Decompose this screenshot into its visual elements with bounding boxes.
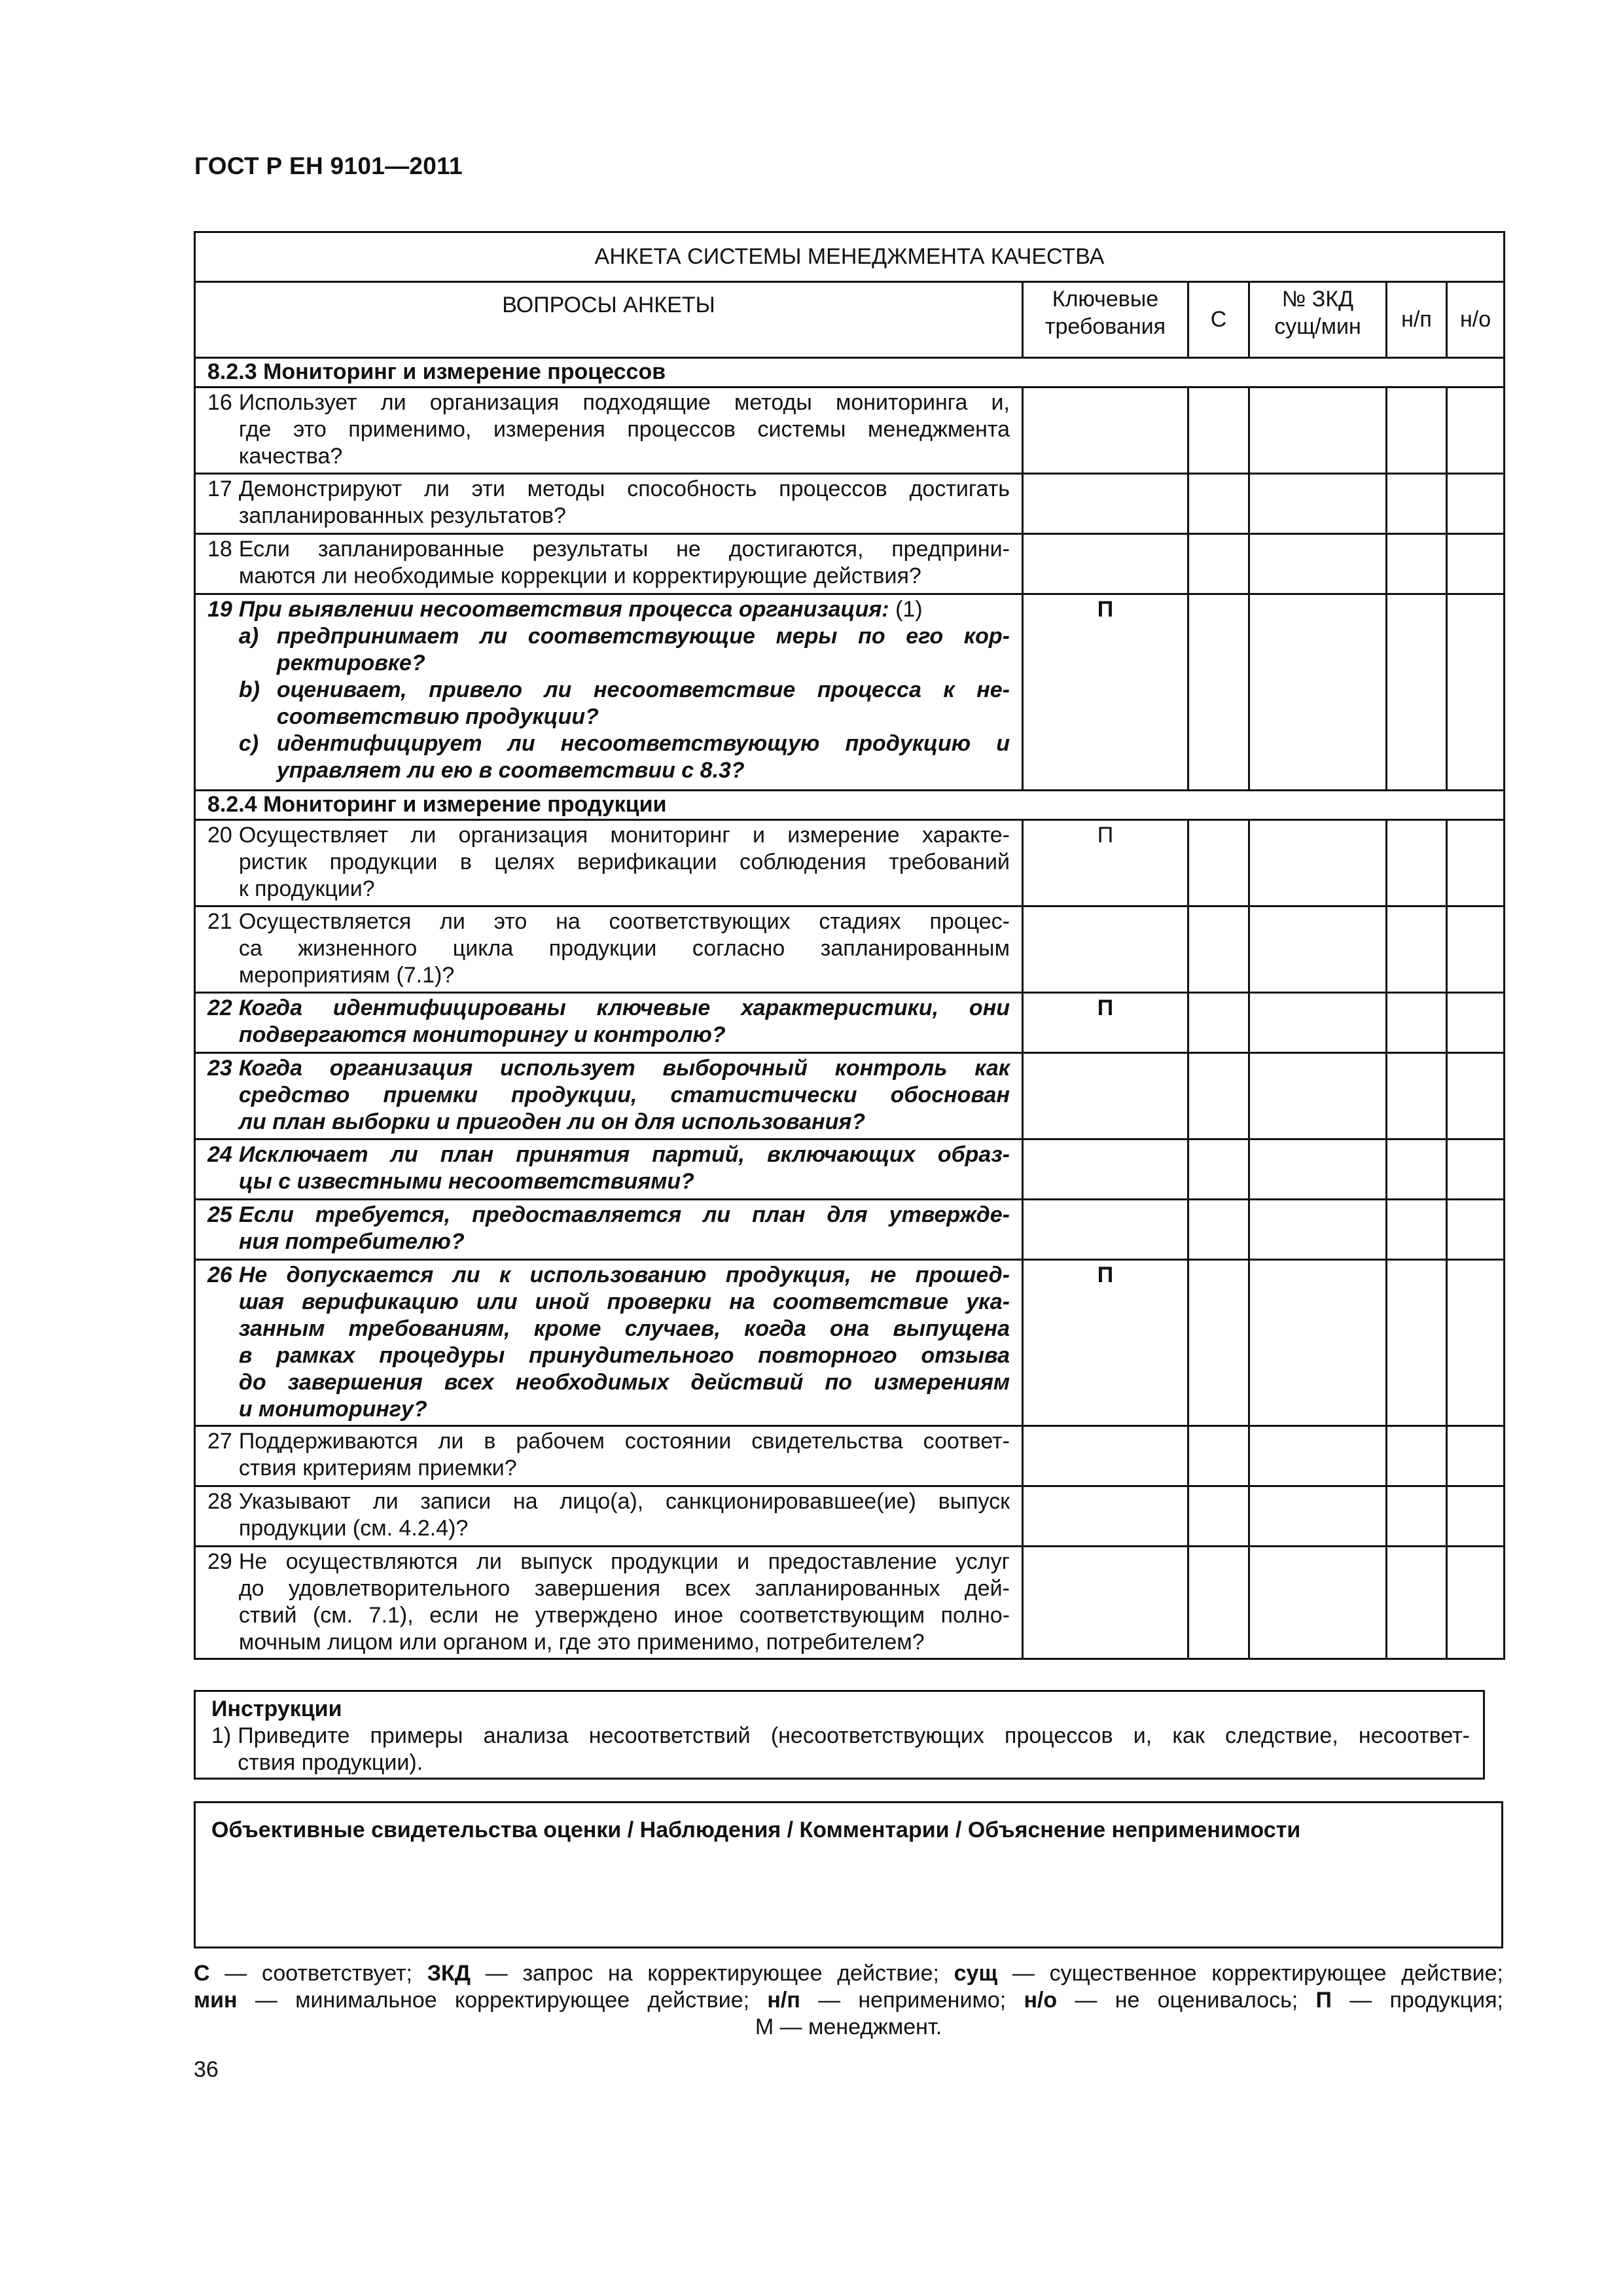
question-text: мочным лицом или органом и, где это применимо, потребителем? [238,1630,925,1655]
zkd-cell[interactable] [1249,1200,1387,1260]
c-cell[interactable] [1188,594,1249,791]
key-requirement-cell[interactable] [1023,1053,1188,1139]
question-number: 23 [207,1056,232,1081]
question-text: Осуществляется ли это на соответствующих стадиях процес- [238,909,1010,934]
key-requirement-cell[interactable] [1023,1547,1188,1659]
sub-item-label: b) [238,677,260,702]
zkd-cell[interactable] [1249,993,1387,1053]
key-requirement-cell[interactable]: П [1023,1260,1188,1426]
question-text: Исключает ли план принятия партий, включающих образ- [238,1142,1010,1167]
zkd-cell[interactable] [1249,1486,1387,1547]
section-heading: 8.2.4 Мониторинг и измерение продукции [195,791,1505,820]
table-row [195,1200,1505,1260]
question-text: продукции (см. 4.2.4)? [238,1516,469,1541]
no-cell[interactable] [1447,387,1505,474]
legend-abbr: С [194,1961,210,1986]
legend-abbr: П [1315,1988,1332,2013]
question-text: При выявлении несоответствия процесса организация: [238,597,889,622]
c-cell[interactable] [1188,1053,1249,1139]
sub-item-text: оценивает, привело ли несоответствие процесса к не- [276,677,1010,702]
np-cell[interactable] [1387,1260,1447,1426]
zkd-cell[interactable] [1249,1260,1387,1426]
np-cell[interactable] [1387,906,1447,993]
c-cell[interactable] [1188,1426,1249,1486]
question-number: 16 [207,390,232,415]
question-text: ния потребителю? [238,1229,465,1254]
zkd-cell[interactable] [1249,820,1387,906]
table-row [195,1053,1505,1139]
zkd-cell[interactable] [1249,1053,1387,1139]
question-number: 22 [207,996,232,1020]
legend-abbr: н/о [1024,1988,1058,2013]
instruction-number: 1) [211,1723,232,1748]
np-cell[interactable] [1387,1053,1447,1139]
table-row [195,474,1505,534]
question-text: занным требованиям, кроме случаев, когда она выпущена [238,1316,1010,1341]
question-text: Поддерживаются ли в рабочем состоянии свидетельства соответ- [238,1429,1010,1454]
question-number: 18 [207,537,232,562]
question-text: средство приемки продукции, статистически обоснован [238,1083,1010,1107]
sub-item-text: ректировке? [276,651,425,675]
key-requirement-cell[interactable] [1023,534,1188,594]
np-cell[interactable] [1387,474,1447,534]
no-cell[interactable] [1447,1486,1505,1547]
c-cell[interactable] [1188,1260,1249,1426]
key-requirement-cell[interactable] [1023,387,1188,474]
table-row [195,1547,1505,1659]
no-cell[interactable] [1447,534,1505,594]
legend-abbr: н/п [767,1988,800,2013]
zkd-cell[interactable] [1249,1547,1387,1659]
instruction-text: ствия продукции). [238,1750,423,1775]
legend-abbr: сущ [954,1961,998,1986]
question-number: 28 [207,1489,232,1514]
question-number: 19 [207,597,232,622]
table-row [195,534,1505,594]
c-cell[interactable] [1188,1139,1249,1200]
question-text: запланированных результатов? [238,503,566,528]
np-cell[interactable] [1387,1486,1447,1547]
no-cell[interactable] [1447,1260,1505,1426]
question-text: подвергаются мониторингу и контролю? [238,1022,726,1047]
key-requirement-cell[interactable] [1023,1426,1188,1486]
c-cell[interactable] [1188,387,1249,474]
question-text: ствия критериям приемки? [238,1456,517,1480]
instructions-box [194,1690,1485,1780]
legend-text: — существенное корректирующее действие; [997,1961,1504,1986]
c-cell[interactable] [1188,1547,1249,1659]
c-cell[interactable] [1188,906,1249,993]
np-cell[interactable] [1387,993,1447,1053]
no-cell[interactable] [1447,1139,1505,1200]
c-cell[interactable] [1188,474,1249,534]
question-text: где это применимо, измерения процессов системы менеджмента [238,417,1010,442]
no-cell[interactable] [1447,594,1505,791]
sub-item-label: a) [238,624,259,649]
no-cell[interactable] [1447,1200,1505,1260]
col-c-header: С [1188,282,1249,358]
question-number: 20 [207,823,232,848]
legend-text: — неприменимо; [800,1988,1024,2013]
question-number: 29 [207,1549,232,1574]
question-text: Если запланированные результаты не достигаются, предприни- [238,537,1010,562]
np-cell[interactable] [1387,594,1447,791]
np-cell[interactable] [1387,534,1447,594]
no-cell[interactable] [1447,993,1505,1053]
legend [194,1960,1503,2041]
c-cell[interactable] [1188,1486,1249,1547]
np-cell[interactable] [1387,1200,1447,1260]
table-title: АНКЕТА СИСТЕМЫ МЕНЕДЖМЕНТА КАЧЕСТВА [195,232,1505,282]
key-requirement-cell[interactable] [1023,1486,1188,1547]
key-requirement-cell[interactable]: П [1023,993,1188,1053]
question-number: 17 [207,476,232,501]
instruction-text: Приведите примеры анализа несоответствий (несоответствующих процессов и, как следствие, несоответ- [238,1723,1470,1748]
col-zkd-header: № ЗКД сущ/мин [1249,282,1387,358]
no-cell[interactable] [1447,906,1505,993]
c-cell[interactable] [1188,993,1249,1053]
question-text: маются ли необходимые коррекции и корректирующие действия? [238,564,921,588]
no-cell[interactable] [1447,1426,1505,1486]
question-text: ствий (см. 7.1), если не утверждено иное соответствующим полно- [238,1603,1010,1628]
legend-text: — соответствует; [209,1961,427,1986]
page-number: 36 [194,2057,219,2082]
table-row [195,820,1505,906]
key-requirement-cell[interactable] [1023,906,1188,993]
question-text: и мониторингу? [238,1397,427,1422]
np-cell[interactable] [1387,1426,1447,1486]
question-text: в рамках процедуры принудительного повторного отзыва [238,1343,1010,1368]
question-text: качества? [238,444,343,469]
table-row [195,594,1505,791]
questionnaire-table [194,231,1505,1660]
no-cell[interactable] [1447,474,1505,534]
question-text: Не допускается ли к использованию продукция, не прошед- [238,1263,1010,1287]
col-no-header: н/о [1447,282,1505,358]
legend-abbr: ЗКД [427,1961,471,1986]
key-requirement-cell[interactable] [1023,1200,1188,1260]
np-cell[interactable] [1387,1139,1447,1200]
no-cell[interactable] [1447,1547,1505,1659]
question-text: к продукции? [238,876,375,901]
zkd-cell[interactable] [1249,594,1387,791]
zkd-cell[interactable] [1249,474,1387,534]
zkd-cell[interactable] [1249,1426,1387,1486]
key-requirement-cell[interactable] [1023,474,1188,534]
sub-item-text: идентифицирует ли несоответствующую продукцию и [276,731,1010,756]
zkd-cell[interactable] [1249,906,1387,993]
sub-item-text: предпринимает ли соответствующие меры по его кор- [276,624,1010,649]
key-requirement-cell[interactable]: П [1023,594,1188,791]
table-row [195,1426,1505,1486]
col-questions-header: ВОПРОСЫ АНКЕТЫ [195,282,1023,358]
question-text: шая верификацию или иной проверки на соответствие ука- [238,1289,1010,1314]
question-number: 24 [207,1142,232,1167]
question-text: цы с известными несоответствиями? [238,1169,694,1194]
legend-abbr: мин [194,1988,238,2013]
legend-text: — продукция; [1331,1988,1503,2013]
question-text: ристик продукции в целях верификации соблюдения требований [238,850,1010,874]
sub-item-text: управляет ли ею в соответствии с 8.3? [276,758,745,783]
c-cell[interactable] [1188,820,1249,906]
table-row [195,387,1505,474]
question-number: 21 [207,909,232,934]
question-text: са жизненного цикла продукции согласно запланированным [238,936,1010,961]
c-cell[interactable] [1188,534,1249,594]
question-text: Если требуется, предоставляется ли план для утвержде- [238,1202,1010,1227]
question-text: Не осуществляются ли выпуск продукции и предоставление услуг [238,1549,1010,1574]
question-text: Использует ли организация подходящие методы мониторинга и, [238,390,1010,415]
document-code: ГОСТ Р ЕН 9101—2011 [194,152,463,179]
sub-item-label: c) [238,731,259,756]
col-np-header: н/п [1387,282,1447,358]
question-text: Когда организация использует выборочный контроль как [238,1056,1010,1081]
table-row [195,906,1505,993]
key-requirement-cell[interactable]: П [1023,820,1188,906]
np-cell[interactable] [1387,387,1447,474]
c-cell[interactable] [1188,1200,1249,1260]
section-heading: 8.2.3 Мониторинг и измерение процессов [195,358,1505,387]
question-text: ли план выборки и пригоден ли он для использования? [238,1109,866,1134]
np-cell[interactable] [1387,1547,1447,1659]
question-number: 25 [207,1202,232,1227]
question-text: до завершения всех необходимых действий по измерениям [238,1370,1010,1395]
legend-text: М — менеджмент. [755,2015,942,2039]
legend-text: — не оценивалось; [1057,1988,1316,2013]
col-key-requirements-header: Ключевые требования [1023,282,1188,358]
question-text: мероприятиям (7.1)? [238,963,455,988]
table-row [195,993,1505,1053]
footnote-ref: (1) [895,597,923,622]
question-number: 26 [207,1263,232,1287]
zkd-cell[interactable] [1249,387,1387,474]
instructions-title: Инструкции [211,1696,342,1721]
sub-item-text: соответствию продукции? [276,704,599,729]
question-text: Когда идентифицированы ключевые характеристики, они [238,996,1010,1020]
question-number: 27 [207,1429,232,1454]
no-cell[interactable] [1447,1053,1505,1139]
legend-text: — запрос на корректирующее действие; [471,1961,954,1986]
table-row [195,1486,1505,1547]
legend-text: — минимальное корректирующее действие; [237,1988,768,2013]
evidence-comments-box[interactable] [194,1801,1503,1948]
question-text: Демонстрируют ли эти методы способность процессов достигать [238,476,1010,501]
question-text: Указывают ли записи на лицо(а), санкционировавшее(ие) выпуск [238,1489,1010,1514]
evidence-title: Объективные свидетельства оценки / Наблюдения / Комментарии / Объяснение неприменимости [211,1818,1301,1842]
zkd-cell[interactable] [1249,1139,1387,1200]
table-row [195,1260,1505,1426]
no-cell[interactable] [1447,820,1505,906]
question-text: до удовлетворительного завершения всех запланированных дей- [238,1576,1010,1601]
np-cell[interactable] [1387,820,1447,906]
zkd-cell[interactable] [1249,534,1387,594]
question-text: Осуществляет ли организация мониторинг и измерение характе- [238,823,1010,848]
key-requirement-cell[interactable] [1023,1139,1188,1200]
table-row [195,1139,1505,1200]
